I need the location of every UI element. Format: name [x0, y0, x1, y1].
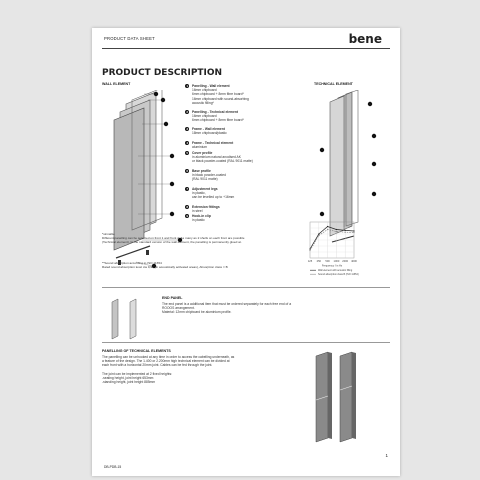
end-panel-text: The end panel is a additional item that must be ordered separately for each free end of a ROOOS arrangement. Material: 12mm chipboard be aluminium profile.: [162, 302, 292, 315]
legend-entry: Sound absorption class B (ISO 11654): [318, 273, 359, 276]
x-tick-label: 500: [325, 260, 330, 263]
list-item: 2 Panelling - Technical element 16mm chipboard 6mm chipboard + 8mm fibre board*: [186, 110, 244, 123]
x-tick-label: 2000: [342, 260, 349, 263]
technical-panelling-heading: PANELLING OF TECHNICAL ELEMENTS: [102, 349, 171, 353]
list-item: 3 Frame - Wall element 18mm chipboard/plastic: [186, 127, 227, 136]
data-point: [336, 231, 337, 232]
brand-logo: bene: [348, 32, 382, 46]
data-point: [353, 230, 354, 231]
x-tick-label: 250: [316, 260, 321, 263]
page-number: 1: [385, 453, 388, 458]
list-item: 1 Panelling - Wall element 16mm chipboard 6mm chipboard + 8mm fibre board* 16mm chipboard with sound-absorbing acoustic filling*: [186, 84, 249, 105]
end-panel-drawing: [108, 298, 148, 340]
callout-markers: [92, 88, 192, 278]
sound-note: **Sound absorption according to ISO 11654 Rated sound absorption level αw 0,90 (in acoustically activated areas), Absorption class = B: [102, 261, 228, 269]
data-point: [353, 232, 354, 233]
list-item: 7 Adjustment legs in plastic, can be levelled up to +16mm: [186, 187, 235, 200]
footnote: *sinnable Different panelling can be selected on front 1 and front 2. As many as 2 shells on each front are possible (Technical element). In the standard version of the wall element, the panelling is permanently glued at.: [102, 232, 245, 244]
list-item: 9 Hook-in clip in plastic: [186, 214, 211, 223]
header-divider: [102, 48, 390, 49]
technical-panel-pair-drawing: [308, 350, 368, 444]
technical-panelling-text: The panelling can be unhooked at any time in order to access the cabelling underneath, as a feature of the design. The 1.400 or 2.200mm high technical element can be divided at each front with a horizontal 20mm joint. Cables can be fed through the joint. The joint can be implemented at 2 fixed heights: -seating height, joint height 653mm -standing height, joint height 885mm: [102, 355, 235, 385]
legend-entry: Wall element with acoustic filling: [318, 269, 353, 272]
x-axis-label: Frequency f in Hz: [321, 264, 343, 268]
data-point: [327, 229, 328, 230]
x-tick-label: 1000: [333, 260, 340, 263]
x-tick-label: 125: [307, 260, 313, 263]
x-tick-label: 4000: [351, 260, 357, 263]
data-point: [318, 235, 319, 236]
list-item: 4 Frame - Technical element aluminium: [186, 141, 234, 150]
data-point: [309, 250, 310, 251]
data-point: [345, 230, 346, 231]
wall-element-label: WALL ELEMENT: [102, 82, 131, 86]
absorption-chart: [300, 218, 392, 282]
doc-label: PRODUCT DATA SHEET: [104, 36, 155, 41]
document-code: DB-PDB-15: [104, 465, 122, 469]
list-item: 8 Extension fittings in steel: [186, 205, 220, 214]
data-point: [336, 229, 337, 230]
data-point: [318, 233, 319, 234]
page-title: PRODUCT DESCRIPTION: [102, 68, 223, 78]
end-panel-heading: END PANEL: [162, 296, 183, 300]
series-line: [310, 227, 354, 250]
technical-element-label: TECHNICAL ELEMENT: [314, 82, 353, 86]
list-item: 5 Cover profile in aluminium natural anodised AK or black powder-coated (RAL 9011 matte): [186, 151, 253, 164]
list-item: 6 Base profile in black powder-coated (RAL 9011 matte): [186, 169, 226, 182]
document-page: [92, 28, 400, 476]
data-point: [345, 232, 346, 233]
data-point: [327, 226, 328, 227]
